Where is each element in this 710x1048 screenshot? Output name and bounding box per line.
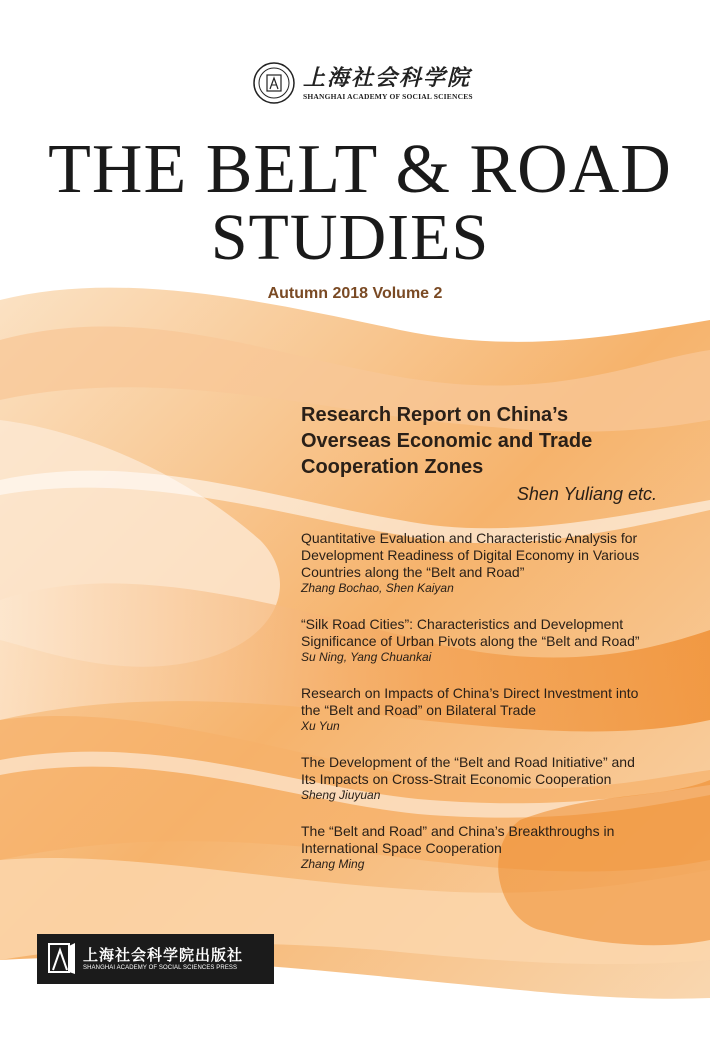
list-item (301, 616, 681, 665)
article-title-line: Significance of Urban Pivots along the “Belt and Road” (301, 633, 640, 649)
journal-title-line2: STUDIES (210, 201, 490, 274)
academy-name-cn: 上海社会科学院 (303, 64, 472, 91)
academy-name-en: SHANGHAI ACADEMY OF SOCIAL SCIENCES (303, 91, 473, 101)
list-item (301, 685, 681, 734)
feature-article (301, 402, 671, 504)
publisher-name (83, 946, 243, 973)
article-title (301, 616, 681, 650)
article-authors: Zhang Ming (301, 857, 365, 871)
article-title (301, 530, 681, 581)
article-title-line: “Silk Road Cities”: Characteristics and Development (301, 616, 624, 632)
article-title-line: Quantitative Evaluation and Characteristic Analysis for (301, 530, 638, 546)
article-title-line: The “Belt and Road” and China’s Breakthroughs in (301, 823, 615, 839)
article-title-line: Countries along the “Belt and Road” (301, 564, 525, 580)
feature-title-line: Cooperation Zones (301, 456, 484, 478)
academy-logo (253, 60, 473, 106)
publisher-name-cn: 上海社会科学院出版社 (83, 945, 244, 964)
article-authors: Sheng Jiuyuan (301, 788, 381, 802)
academy-seal-icon (253, 62, 295, 104)
journal-title-line1: THE BELT & ROAD (48, 131, 672, 208)
article-title (301, 685, 681, 719)
academy-name (303, 66, 473, 101)
article-title-line: Development Readiness of Digital Economy in Various (301, 547, 640, 563)
feature-title-line: Overseas Economic and Trade (301, 430, 593, 452)
article-title (301, 754, 681, 788)
publisher-logo-icon (47, 940, 77, 978)
article-authors: Su Ning, Yang Chuankai (301, 650, 432, 664)
article-title-line: International Space Cooperation (301, 840, 502, 856)
article-authors: Xu Yun (301, 719, 340, 733)
publisher-name-en: SHANGHAI ACADEMY OF SOCIAL SCIENCES PRESS (83, 964, 238, 971)
issue-label: Autumn 2018 Volume 2 (267, 285, 443, 302)
article-title-line: the “Belt and Road” on Bilateral Trade (301, 702, 537, 718)
feature-title-line: Research Report on China’s (301, 404, 569, 426)
feature-title (301, 402, 671, 480)
article-title-line: Research on Impacts of China’s Direct Investment into (301, 685, 639, 701)
feature-author: Shen Yuliang etc. (516, 484, 657, 504)
publisher-badge (37, 934, 274, 984)
article-list (301, 530, 681, 892)
list-item (301, 530, 681, 596)
article-title-line: Its Impacts on Cross-Strait Economic Cooperation (301, 771, 612, 787)
list-item (301, 754, 681, 803)
article-title-line: The Development of the “Belt and Road Initiative” and (301, 754, 635, 770)
article-title (301, 823, 681, 857)
list-item (301, 823, 681, 872)
article-authors: Zhang Bochao, Shen Kaiyan (301, 581, 454, 595)
